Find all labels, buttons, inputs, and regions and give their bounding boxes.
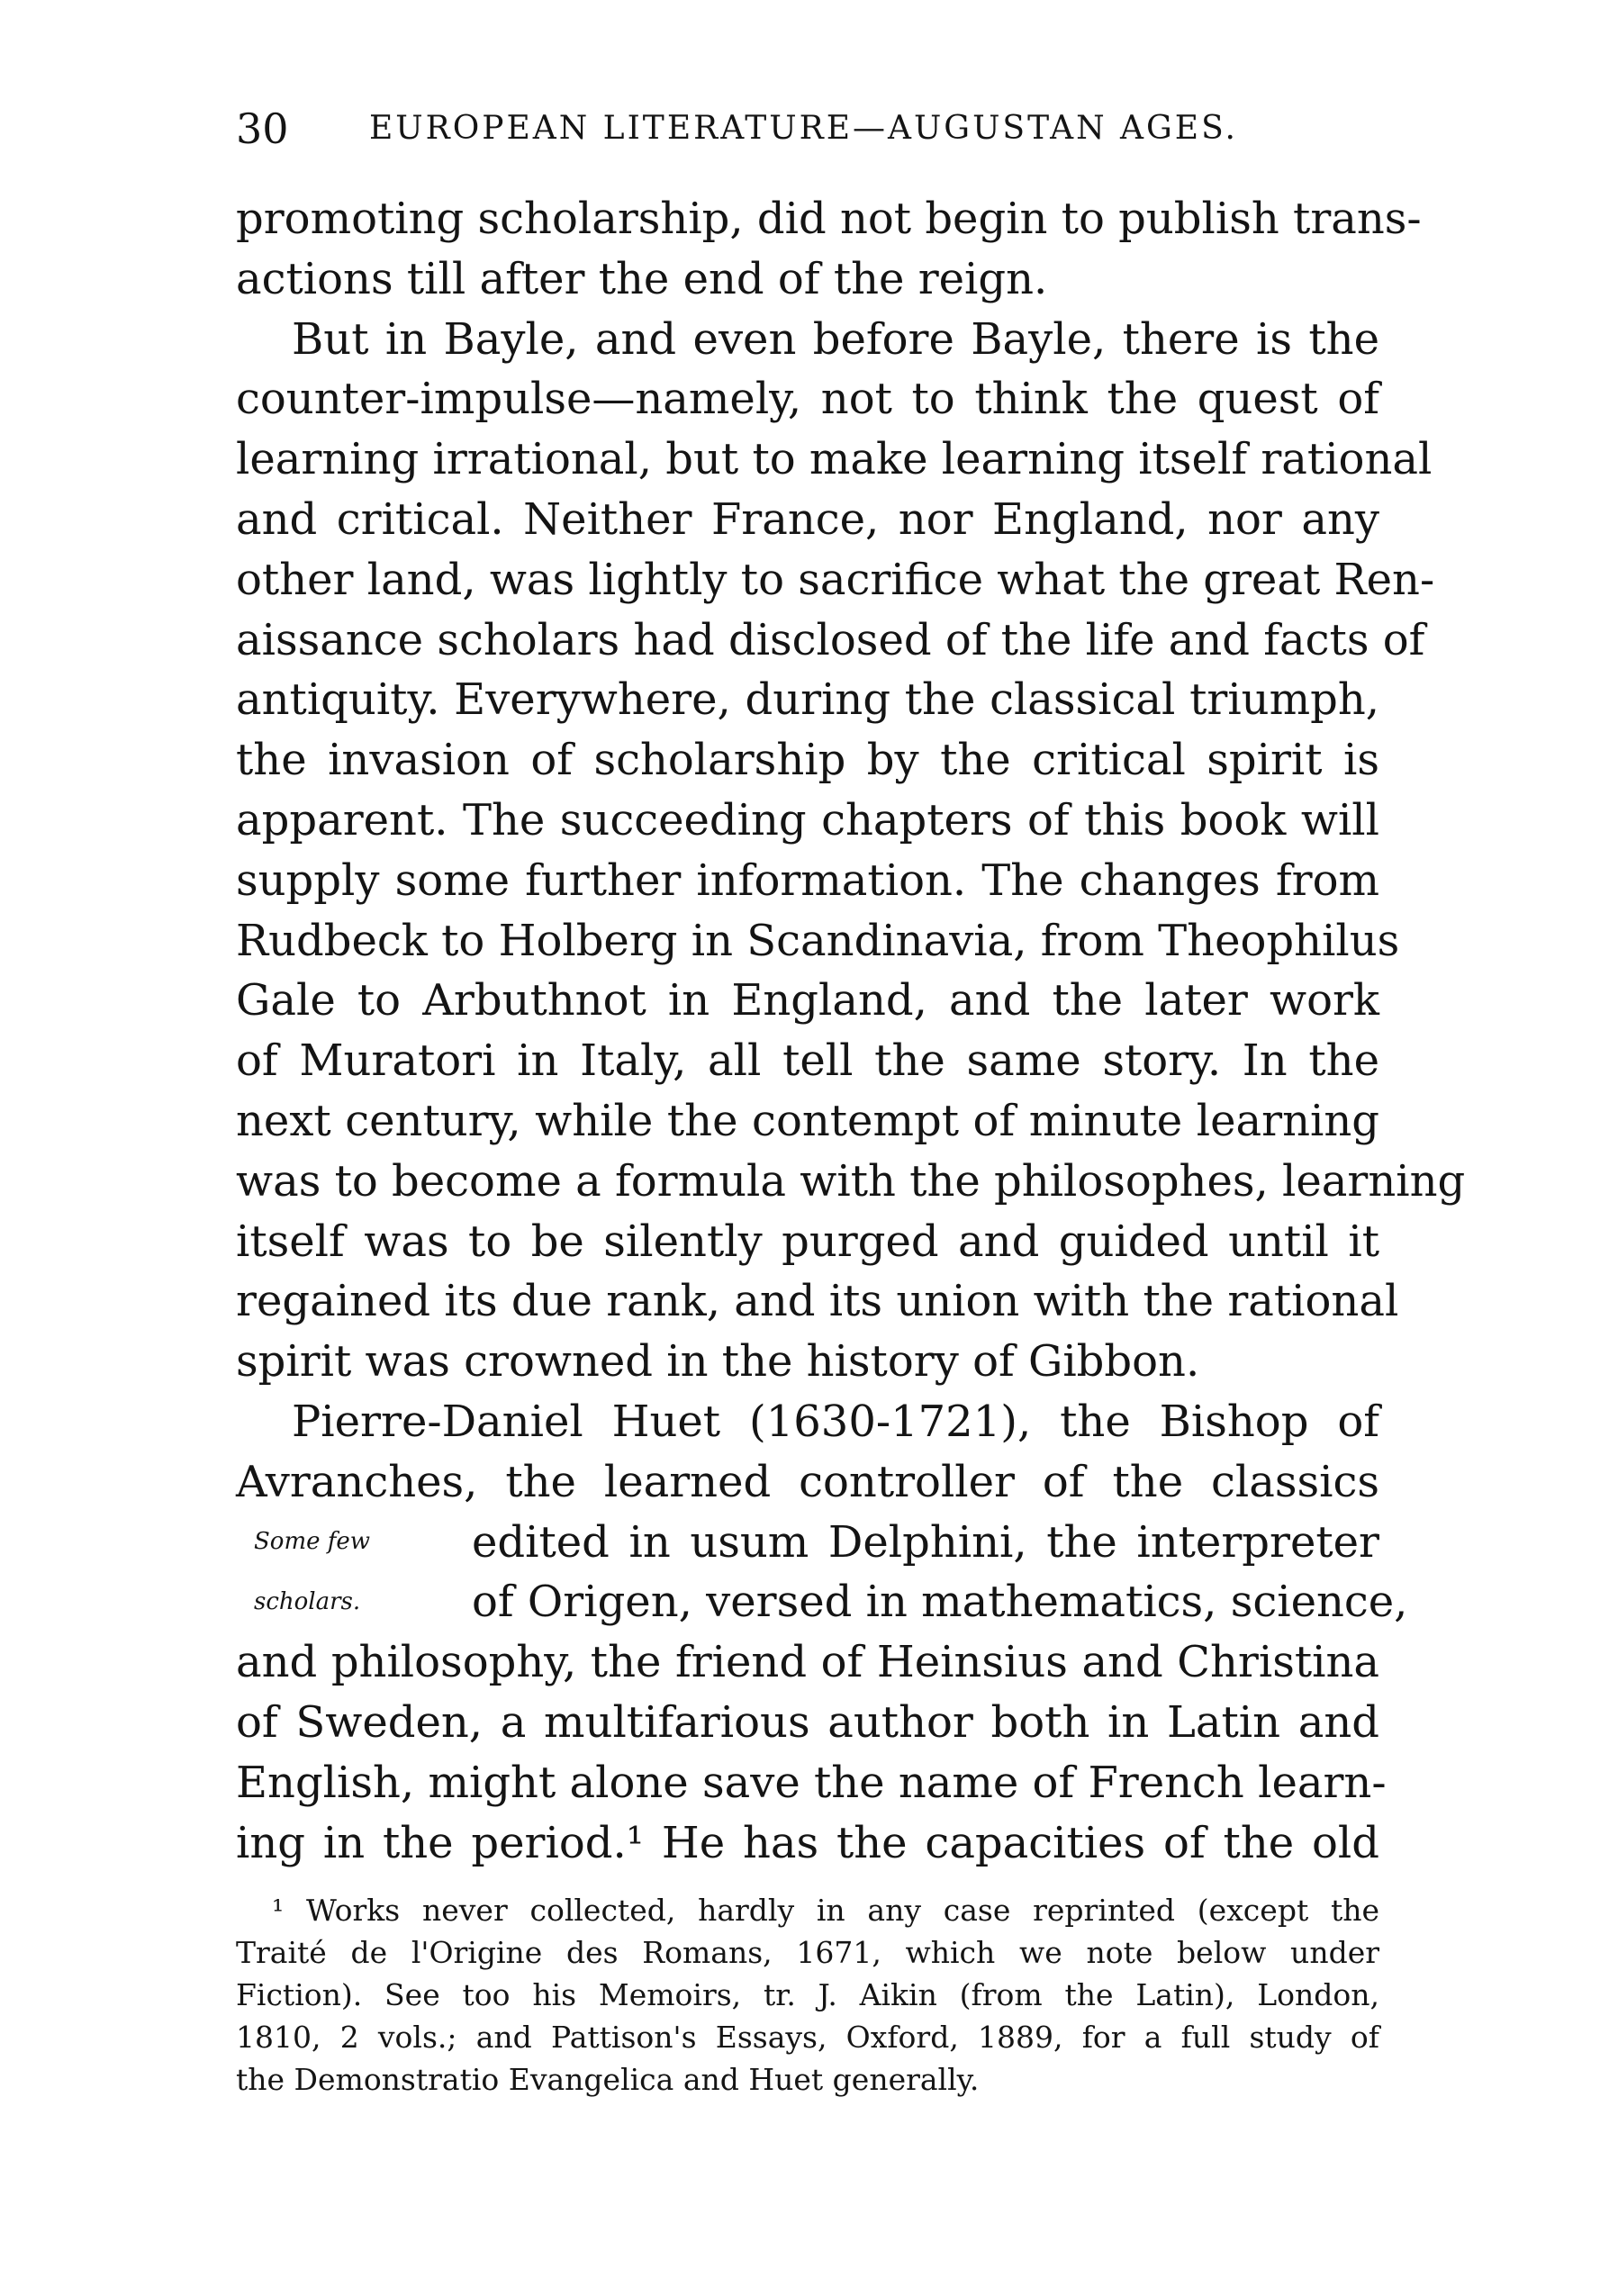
text-line: ing in the period.¹ He has the capacities of the old: [236, 1817, 1379, 1868]
text-line: apparent. The succeeding chapters of this book will: [236, 794, 1379, 845]
text-line: English, might alone save the name of French learn-: [236, 1757, 1387, 1808]
text-line: next century, while the contempt of minute learning: [236, 1095, 1379, 1146]
text-line: regained its due rank, and its union with the rational: [236, 1276, 1399, 1327]
footnote-line: ¹ Works never collected, hardly in any case reprinted (except the: [272, 1893, 1379, 1928]
marginal-note: scholars.: [254, 1588, 361, 1615]
text-line: Avranches, the learned controller of the classics: [236, 1456, 1379, 1507]
text-line: was to become a formula with the philosophes, learning: [236, 1155, 1466, 1207]
text-line: edited in usum Delphini, the interpreter: [472, 1516, 1379, 1568]
running-title: EUROPEAN LITERATURE—AUGUSTAN AGES.: [369, 110, 1238, 147]
text-line: aissance scholars had disclosed of the life and facts of: [236, 614, 1425, 665]
running-header: [236, 97, 1379, 160]
footnote-line: 1810, 2 vols.; and Pattison's Essays, Oxford, 1889, for a full study of: [236, 2020, 1379, 2055]
text-line: promoting scholarship, did not begin to publish trans-: [236, 194, 1422, 244]
text-line: the invasion of scholarship by the critical spirit is: [236, 735, 1379, 786]
footnote: [236, 1889, 1379, 2101]
text-line: learning irrational, but to make learning itself rational: [236, 434, 1433, 485]
text-line: supply some further information. The changes from: [236, 854, 1379, 906]
footnote-line: Traité de l'Origine des Romans, 1671, which we note below under: [236, 1935, 1379, 1970]
text-line: itself was to be silently purged and guided until it: [236, 1216, 1379, 1267]
text-line: of Sweden, a multifarious author both in Latin and: [236, 1696, 1379, 1748]
page-number: 30: [236, 104, 289, 153]
text-line: antiquity. Everywhere, during the classical triumph,: [236, 674, 1379, 726]
text-line: other land, was lightly to sacrifice what the great Ren-: [236, 554, 1435, 605]
text-line: and philosophy, the friend of Heinsius and Christina: [236, 1637, 1379, 1688]
footnote-line: the Demonstratio Evangelica and Huet generally.: [236, 2062, 980, 2097]
text-line: of Origen, versed in mathematics, science,: [472, 1577, 1408, 1628]
text-line: actions till after the end of the reign.: [236, 253, 1048, 304]
footnote-line: Fiction). See too his Memoirs, tr. J. Aikin (from the Latin), London,: [236, 1977, 1379, 2012]
text-line: Rudbeck to Holberg in Scandinavia, from Theophilus: [236, 915, 1400, 966]
text-line: Gale to Arbuthnot in England, and the later work: [236, 975, 1379, 1026]
text-line: spirit was crowned in the history of Gibbon.: [236, 1336, 1200, 1388]
marginal-note: Some few: [254, 1528, 371, 1555]
text-line: counter-impulse—namely, not to think the quest of: [236, 374, 1379, 425]
text-line: But in Bayle, and even before Bayle, there is the: [292, 313, 1379, 365]
text-line: of Muratori in Italy, all tell the same story. In the: [236, 1035, 1379, 1087]
text-line: and critical. Neither France, nor England, nor any: [236, 493, 1379, 545]
text-line: Pierre-Daniel Huet (1630-1721), the Bishop of: [292, 1396, 1379, 1447]
